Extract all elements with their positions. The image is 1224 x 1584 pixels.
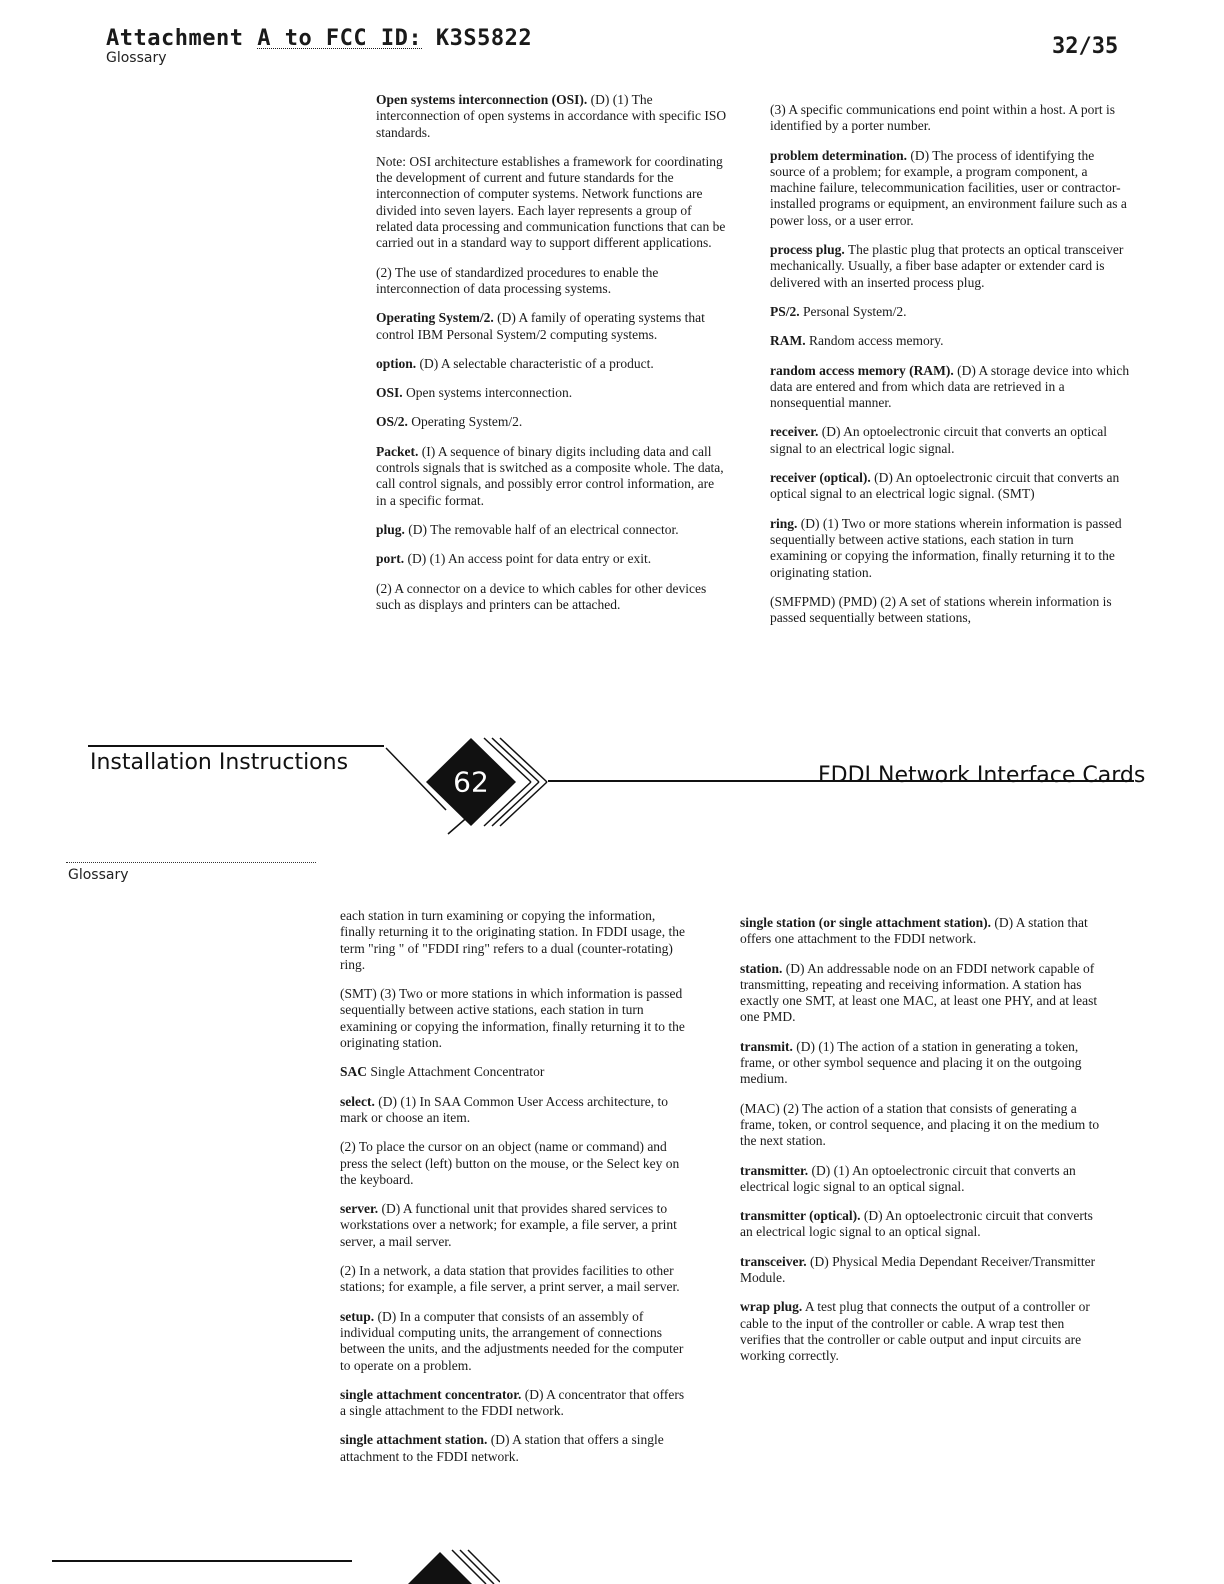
glossary-entry <box>376 154 728 252</box>
glossary-definition: (D) An optoelectronic circuit that converts an electrical logic signal to an optical signal. <box>740 1208 1093 1240</box>
glossary-entry <box>340 1309 692 1374</box>
glossary-entry <box>740 1254 1106 1287</box>
glossary-definition: (MAC) (2) The action of a station that consists of generating a frame, token, or control sequence, and placing it on the medium to the next station. <box>740 1100 1100 1149</box>
glossary-term: ring. <box>770 515 798 531</box>
glossary-entry <box>340 1263 692 1296</box>
glossary-entry <box>376 581 728 614</box>
bottom-badge-graphic <box>400 1546 500 1584</box>
page2-right-column <box>740 915 1106 1378</box>
glossary-entry <box>770 363 1132 412</box>
footer-left-title: Installation Instructions <box>90 750 349 775</box>
glossary-definition: (D) (1) An access point for data entry or exit. <box>404 551 652 567</box>
glossary-entry <box>740 1101 1106 1150</box>
glossary-definition: (SMT) (3) Two or more stations in which information is passed sequentially between active stations, each station in turn examining or copying the information, finally returning it to the originating station. <box>340 986 685 1051</box>
glossary-entry <box>770 304 1132 320</box>
glossary-definition: (D) A station that offers a single attachment to the FDDI network. <box>340 1432 664 1464</box>
glossary-entry <box>376 522 728 538</box>
glossary-entry <box>376 265 728 298</box>
glossary-definition: Operating System/2. <box>407 414 523 430</box>
glossary-term: process plug. <box>770 242 845 258</box>
glossary-term: SAC <box>340 1064 368 1080</box>
glossary-definition: (D) A station that offers one attachment to the FDDI network. <box>740 915 1088 947</box>
glossary-definition: (D) In a computer that consists of an assembly of individual computing units, the arrangement of connections between the units, and the adjustments needed for the computer to operate on a problem. <box>340 1308 684 1373</box>
glossary-definition: (D) A concentrator that offers a single attachment to the FDDI network. <box>340 1386 685 1419</box>
glossary-term: random access memory (RAM). <box>770 362 954 378</box>
glossary-entry <box>376 356 728 372</box>
section-label-top: Glossary <box>106 50 167 66</box>
glossary-entry <box>376 551 728 567</box>
glossary-term: option. <box>376 355 417 371</box>
glossary-term: transmitter. <box>740 1162 809 1178</box>
glossary-entry <box>740 1163 1106 1196</box>
footer-right-title: FDDI Network Interface Cards <box>818 763 1146 788</box>
glossary-definition: Note: OSI architecture establishes a framework for coordinating the development of current and future standards for the interconnection of computer systems. Network functions are divided into seven layers. Each layer represents a group of related data processing and communication functions that can be carried out in a standard way to support different applications. <box>376 153 726 251</box>
glossary-entry <box>770 424 1132 457</box>
glossary-entry <box>770 594 1132 627</box>
glossary-term: RAM. <box>770 333 806 349</box>
glossary-entry <box>740 1299 1106 1364</box>
glossary-definition: Random access memory. <box>805 333 944 349</box>
glossary-definition: (D) A family of operating systems that control IBM Personal System/2 computing systems. <box>376 310 705 342</box>
glossary-entry <box>740 961 1106 1026</box>
glossary-definition: (2) In a network, a data station that provides facilities to other stations; for example, a file server, a print server, a mail server. <box>340 1263 680 1295</box>
glossary-term: Operating System/2. <box>376 310 494 326</box>
glossary-term: transmit. <box>740 1038 793 1054</box>
page-number: 32/35 <box>1052 34 1119 59</box>
glossary-definition: (I) A sequence of binary digits including data and call controls signals that is switched as a composite whole. The data, call control signals, and possibly error control information, are in a specific format. <box>376 443 724 508</box>
page1-left-column <box>376 92 728 626</box>
glossary-entry <box>770 242 1132 291</box>
glossary-definition: (3) A specific communications end point within a host. A port is identified by a porter number. <box>770 102 1115 134</box>
glossary-definition: (D) The process of identifying the source of a problem; for example, a program component, a machine failure, telecommunication facilities, user or contractor-installed programs or equipment, an environment failure such as a power loss, or a user error. <box>770 147 1127 228</box>
glossary-term: port. <box>376 551 405 567</box>
bottom-footer-rule <box>52 1560 352 1562</box>
glossary-entry <box>340 908 692 973</box>
glossary-entry <box>340 1201 692 1250</box>
glossary-term: select. <box>340 1093 375 1109</box>
glossary-term: transceiver. <box>740 1253 807 1269</box>
section-label-bottom: Glossary <box>68 867 129 883</box>
glossary-entry <box>740 915 1106 948</box>
glossary-definition: (D) The removable half of an electrical connector. <box>404 521 679 537</box>
glossary-definition: (2) The use of standardized procedures to enable the interconnection of data processing systems. <box>376 264 659 296</box>
glossary-entry <box>770 148 1132 229</box>
section-rule-dotted <box>66 862 316 863</box>
glossary-entry <box>770 516 1132 581</box>
glossary-term: single station (or single attachment station). <box>740 915 991 930</box>
glossary-definition: Single Attachment Concentrator <box>367 1064 545 1080</box>
glossary-definition: The plastic plug that protects an optical transceiver mechanically. Usually, a fiber base adapter or extender card is delivered with an inserted process plug. <box>770 242 1124 290</box>
glossary-entry <box>340 1094 692 1127</box>
glossary-term: wrap plug. <box>740 1299 803 1315</box>
glossary-term: plug. <box>376 521 405 537</box>
page1-right-column <box>770 102 1132 639</box>
glossary-term: OS/2. <box>376 414 408 430</box>
glossary-entry <box>340 1139 692 1188</box>
glossary-term: setup. <box>340 1308 375 1324</box>
glossary-entry <box>376 414 728 430</box>
glossary-term: problem determination. <box>770 147 907 163</box>
glossary-definition: (D) Physical Media Dependant Receiver/Transmitter Module. <box>740 1253 1096 1286</box>
title-underlined: A to FCC ID: <box>257 26 423 51</box>
glossary-entry <box>376 444 728 509</box>
glossary-entry <box>340 1387 692 1420</box>
glossary-entry <box>770 333 1132 349</box>
glossary-term: receiver. <box>770 424 819 440</box>
page-badge-number: 62 <box>453 765 489 799</box>
glossary-definition: (D) (1) An optoelectronic circuit that converts an electrical logic signal to an optical signal. <box>740 1162 1076 1194</box>
glossary-definition: (2) To place the cursor on an object (name or command) and press the select (left) button on the mouse, or the Select key on the keyboard. <box>340 1139 680 1187</box>
footer-rule-left <box>88 745 384 747</box>
glossary-entry <box>340 1432 692 1465</box>
glossary-term: Open systems interconnection (OSI). <box>376 92 588 107</box>
glossary-entry <box>376 385 728 401</box>
glossary-term: OSI. <box>376 385 403 401</box>
glossary-definition: (D) An addressable node on an FDDI network capable of transmitting, repeating and receiving information. A station has exactly one SMT, at least one MAC, at least one PHY, and at least one PMD. <box>740 960 1098 1025</box>
glossary-definition: Personal System/2. <box>799 303 907 319</box>
glossary-definition: (D) A functional unit that provides shared services to workstations over a network; for example, a file server, a print server, a mail server. <box>340 1201 677 1249</box>
glossary-definition: (D) (1) The interconnection of open systems in accordance with specific ISO standards. <box>376 92 727 140</box>
glossary-entry <box>340 986 692 1051</box>
glossary-term: single attachment station. <box>340 1432 488 1448</box>
glossary-entry <box>770 102 1132 135</box>
glossary-definition: (2) A connector on a device to which cables for other devices such as displays and printers can be attached. <box>376 580 707 612</box>
glossary-definition: (SMFPMD) (PMD) (2) A set of stations wherein information is passed sequentially between stations, <box>770 593 1112 626</box>
glossary-term: PS/2. <box>770 303 800 319</box>
glossary-definition: (D) (1) The action of a station in generating a token, frame, or other symbol sequence and placing it on the outgoing medium. <box>740 1038 1082 1087</box>
glossary-term: receiver (optical). <box>770 470 871 486</box>
glossary-definition: Open systems interconnection. <box>402 385 573 401</box>
glossary-entry <box>376 92 728 141</box>
document-title <box>106 26 532 51</box>
glossary-definition: (D) An optoelectronic circuit that converts an optical signal to an electrical logic signal. (SMT) <box>770 470 1120 502</box>
glossary-entry <box>740 1039 1106 1088</box>
glossary-definition: (D) (1) Two or more stations wherein information is passed sequentially between active stations, each station in turn examining or copying the information, finally returning it to the originating station. <box>770 515 1122 580</box>
glossary-entry <box>770 470 1132 503</box>
glossary-term: transmitter (optical). <box>740 1208 861 1224</box>
glossary-entry <box>376 310 728 343</box>
glossary-term: server. <box>340 1201 379 1217</box>
glossary-term: single attachment concentrator. <box>340 1386 522 1402</box>
glossary-entry <box>740 1208 1106 1241</box>
page-badge-graphic <box>376 730 556 840</box>
glossary-term: Packet. <box>376 443 419 459</box>
glossary-definition: each station in turn examining or copying the information, finally returning it to the originating station. In FDDI usage, the term "ring " of "FDDI ring" refers to a dual (counter-rotating) ring. <box>340 908 685 972</box>
page2-left-column <box>340 908 692 1478</box>
glossary-definition: A test plug that connects the output of a controller or cable to the input of the controller or cable. A wrap test then verifies that the controller or cable output and input circuits are working correctly. <box>740 1299 1090 1364</box>
glossary-definition: (D) An optoelectronic circuit that converts an optical signal to an electrical logic signal. <box>770 424 1108 456</box>
glossary-entry <box>340 1064 692 1080</box>
title-prefix: Attachment <box>106 26 244 51</box>
title-suffix: K3S5822 <box>435 26 533 51</box>
glossary-definition: (D) A selectable characteristic of a product. <box>416 355 654 371</box>
glossary-term: station. <box>740 960 783 976</box>
glossary-definition: (D) A storage device into which data are entered and from which data are retrieved in a nonsequential manner. <box>770 362 1130 411</box>
glossary-definition: (D) (1) In SAA Common User Access architecture, to mark or choose an item. <box>340 1093 669 1125</box>
